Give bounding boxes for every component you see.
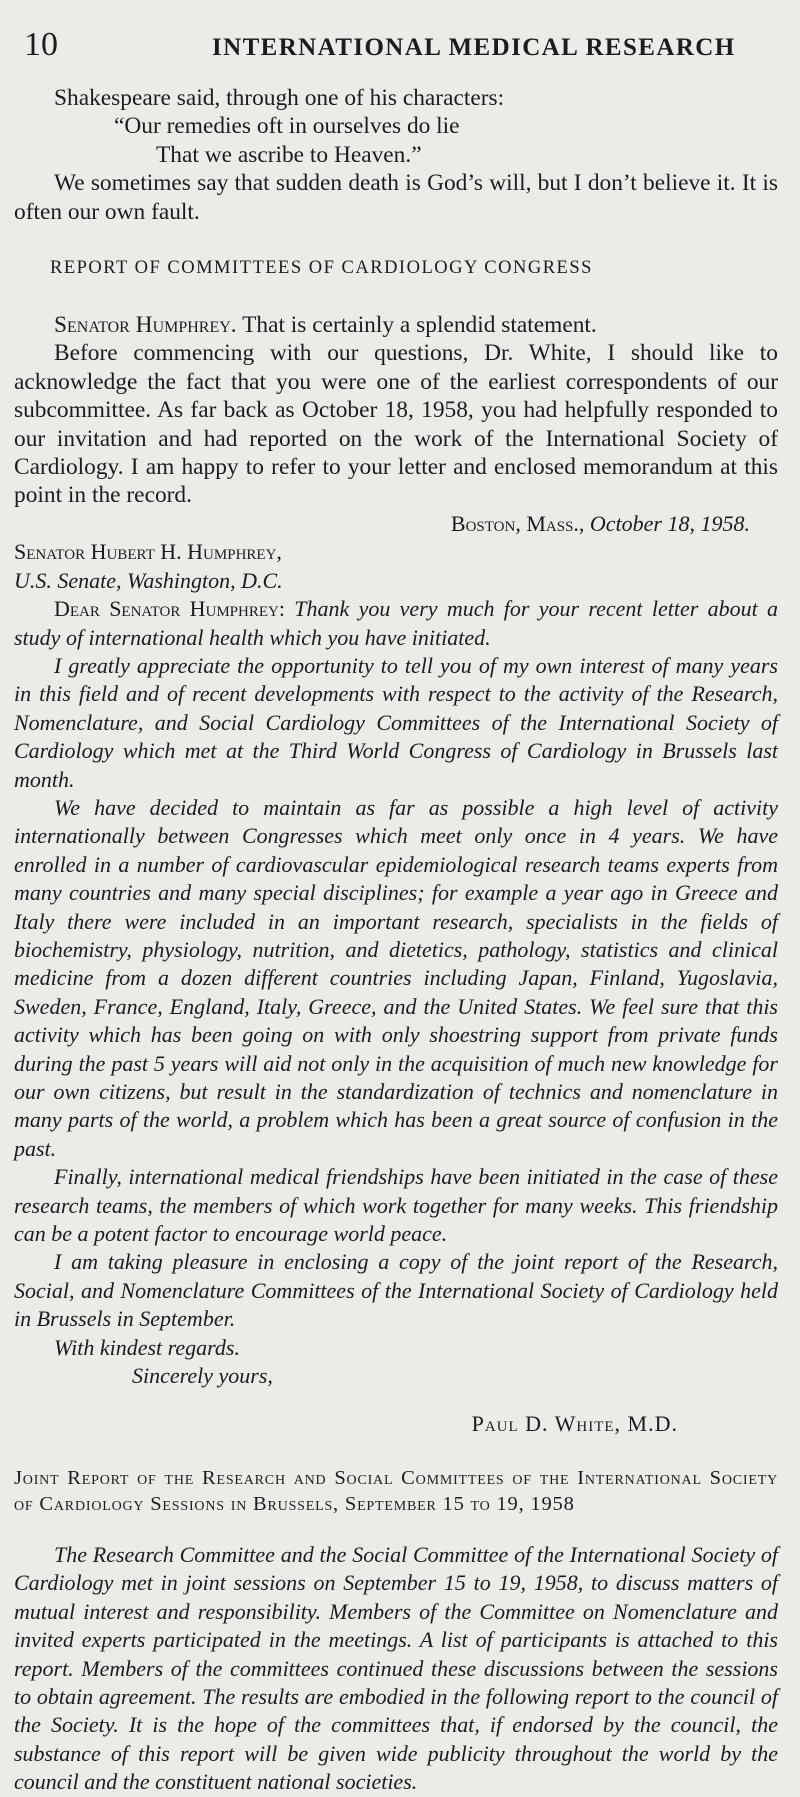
salutation-text: Thank you very much for your recent letter about a study of international health which you have initiated. — [14, 596, 779, 650]
verse-line-1: “Our remedies oft in ourselves do lie — [114, 113, 460, 140]
salutation: Dear Senator Humphrey: — [54, 596, 285, 622]
statement-text: That is certainly a splendid statement. — [242, 312, 597, 339]
letter-paragraph-4: I am taking pleasure in enclosing a copy of the joint report of the Research, Social, and Nomenclature Committees of the International Society of Cardiology held in Brussels in September. — [14, 1249, 778, 1332]
addressee-line-1: Senator Hubert H. Humphrey, — [14, 539, 282, 565]
speaker-name: Senator Humphrey. — [54, 312, 237, 339]
intro-text: Shakespeare said, through one of his characters: — [54, 85, 505, 111]
letter-paragraph-3: Finally, international medical friendships have been initiated in the case of these research teams, the members of which work together for many weeks. This friendship can be a potent factor to encourage world peace. — [14, 1164, 778, 1247]
page-number: 10 — [24, 26, 58, 63]
addressee-line-2: U.S. Senate, Washington, D.C. — [14, 567, 283, 593]
statement-paragraph: Before commencing with our questions, Dr. White, I should like to acknowledge the fact that you were one of the earliest correspondents of our subcommittee. As far back as October 18, 1958, you had helpfully responded to our invitation and had reported on the work of the International Society of Cardiology. I am happy to refer to your letter and enclosed memorandum at this point in the record. — [14, 340, 778, 509]
letter-paragraph-2: We have decided to maintain as far as possible a high level of activity internationally between Congresses which meet only once in 4 years. We have enrolled in a number of cardiovascular epidemiological research teams experts from many countries and many special disciplines; for example a year ago in Greece and Italy there were included in an important research, specialists in the fields of biochemistry, physiology, nutrition, and dietetics, pathology, statistics and clinical medicine from a dozen different countries including Japan, Finland, Yugoslavia, Sweden, France, England, Italy, Greece, and the United States. We feel sure that this activity which has been going on with only shoestring support from private funds during the past 5 years will aid not only in the acquisition of much new knowledge for our own citizens, but result in the standardization of technics and nomenclature in many parts of the world, a problem which has been a great source of confusion in the past. — [14, 794, 778, 1161]
page-header — [14, 26, 778, 84]
joint-report-heading: Joint Report of the Research and Social Committees of the International Society of Cardiology Sessions in Brussels, September 15 to 19, 1958 — [14, 1466, 778, 1515]
letter-paragraph-5: With kindest regards. — [54, 1334, 240, 1360]
letter-salutation — [14, 595, 778, 652]
dateline-date: October 18, 1958. — [589, 510, 750, 536]
letter-closing: Sincerely yours, — [132, 1363, 273, 1389]
letter-signature: Paul D. White, M.D. — [471, 1411, 678, 1437]
section-heading: REPORT OF COMMITTEES OF CARDIOLOGY CONGRESS — [50, 258, 593, 279]
dateline-place: Boston, Mass., — [450, 510, 585, 536]
letter-dateline — [14, 510, 778, 538]
letter — [14, 510, 778, 1797]
running-title: INTERNATIONAL MEDICAL RESEARCH — [212, 34, 736, 61]
statement-line — [14, 311, 778, 339]
joint-report-paragraph: The Research Committee and the Social Committee of the International Society of Cardiology met in joint sessions on September 15 to 19, 1958, to discuss matters of mutual interest and responsibility. Members of the Committee on Nomenclature and invited experts participated in the meetings. A list of participants is attached to this report. Members of the committees continued these discussions between the sessions to obtain agreement. The results are embodied in the following report to the council of the Society. It is the hope of the committees that, if endorsed by the council, the substance of this report will be given wide publicity throughout the world by the council and the constituent national societies. — [14, 1541, 778, 1795]
intro-after-text: We sometimes say that sudden death is God’s will, but I don’t believe it. It is often our own fault. — [14, 170, 778, 225]
verse-line-2: That we ascribe to Heaven.” — [156, 141, 422, 168]
letter-paragraph-1: I greatly appreciate the opportunity to tell you of my own interest of many years in this field and of recent developments with respect to the activity of the Research, Nomenclature, and Social Cardiology Committees of the International Society of Cardiology which met at the Third World Congress of Cardiology in Brussels last month. — [14, 652, 778, 792]
